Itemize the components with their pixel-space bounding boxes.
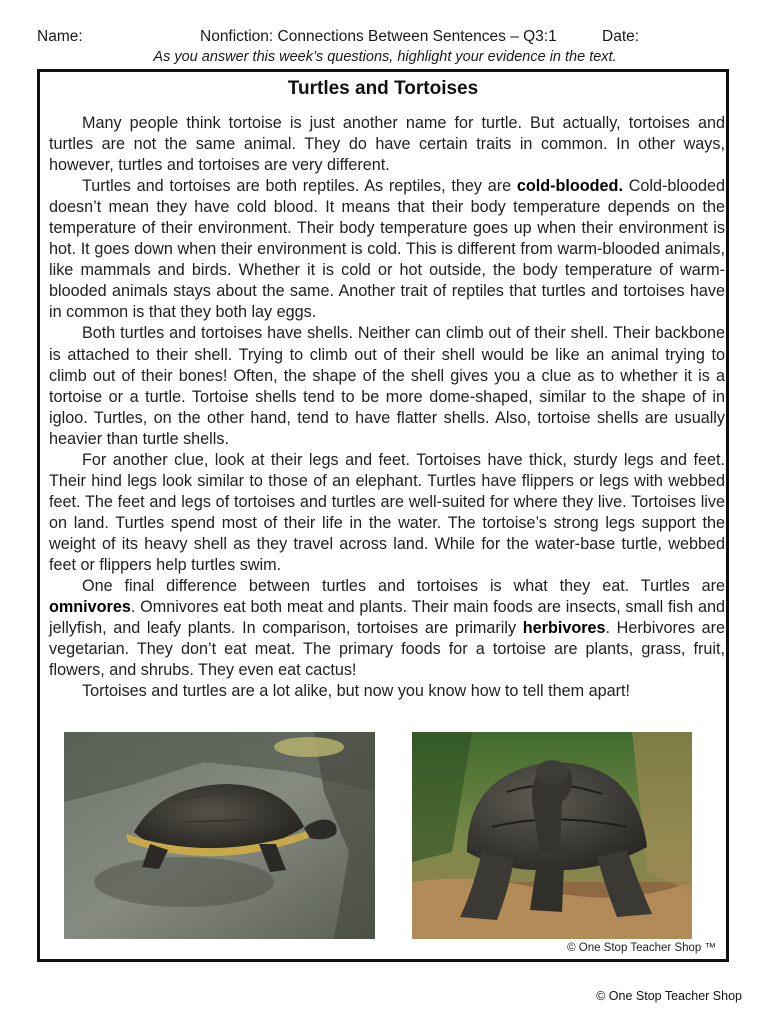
- article-title: Turtles and Tortoises: [287, 78, 479, 99]
- key-term: herbivores: [522, 619, 606, 638]
- paragraph-text: Turtles and tortoises are both reptiles. As reptiles, they are: [82, 177, 517, 196]
- paragraph-text: For another clue, look at their legs and feet. Tortoises have thick, sturdy legs and feet. Their hind legs look similar to those of an elephant. Turtles have flippers or legs with webbed feet. The feet and legs of tortoises and turtles are well-suited for where they live. Tortoises live on land. Turtles spend most of their life in the water. The tortoise’s strong legs support the weight of its heavy shell as they travel across land. While for the water-base turtle, webbed feet or flippers help turtles swim.: [49, 450, 725, 574]
- turtle-photo: [64, 732, 375, 939]
- tortoise-photo: [412, 732, 692, 939]
- article-body: [49, 113, 725, 702]
- copyright-footer: © One Stop Teacher Shop: [596, 989, 742, 1003]
- article-paragraph: [49, 113, 725, 176]
- instructions: As you answer this week’s questions, highlight your evidence in the text.: [153, 49, 617, 65]
- worksheet-title: Nonfiction: Connections Between Sentences – Q3:1: [200, 28, 557, 45]
- article-frame: [37, 69, 729, 962]
- paragraph-text: Both turtles and tortoises have shells. Neither can climb out of their shell. Their backbone is attached to their shell. Trying to climb out of their shell would be like an animal trying to climb out of their bones! Often, the shape of the shell gives you a clue as to whether it is a tortoise or a turtle. Tortoise shells tend to be more dome-shaped, similar to the shape of in igloo. Turtles, on the other hand, tend to have flatter shells. Also, tortoise shells are usually heavier than turtle shells.: [49, 324, 725, 448]
- key-term: omnivores: [49, 598, 131, 617]
- paragraph-text: Tortoises and turtles are a lot alike, but now you know how to tell them apart!: [82, 682, 630, 701]
- article-paragraph: [49, 681, 725, 702]
- date-label: Date:: [602, 28, 640, 45]
- article-paragraph: [49, 323, 725, 449]
- key-term: cold-blooded.: [516, 177, 623, 196]
- paragraph-text: . Herbivores are vegetarian. They don’t eat meat. The primary foods for a tortoise are plants, grass, fruit, flowers, and shrubs. They even eat cactus!: [49, 619, 725, 680]
- article-paragraph: [49, 576, 725, 681]
- worksheet-header: [0, 28, 770, 48]
- paragraph-text: Cold-blooded doesn’t mean they have cold blood. It means that their body temperature depends on the temperature of their environment. Their body temperature goes up when their environment is hot. It goes down when their environment is cold. This is different from warm-blooded animals, like mammals and birds. Whether it is cold or hot outside, the body temperature of warm-blooded animals stays about the same. Another trait of reptiles that turtles and tortoises have in common is that they both lay eggs.: [49, 177, 726, 322]
- paragraph-text: One final difference between turtles and tortoises is what they eat. Turtles are: [82, 577, 725, 596]
- name-label: Name:: [37, 28, 83, 45]
- paragraph-text: Many people think tortoise is just another name for turtle. But actually, tortoises and turtles are not the same animal. They do have certain traits in common. In other ways, however, turtles and tortoises are very different.: [49, 114, 725, 175]
- article-paragraph: [49, 176, 725, 323]
- paragraph-text: . Omnivores eat both meat and plants. Their main foods are insects, small fish and jellyfish, and leafy plants. In comparison, tortoises are primarily: [49, 598, 725, 638]
- copyright-inner: © One Stop Teacher Shop ™: [567, 942, 716, 954]
- article-paragraph: [49, 450, 725, 576]
